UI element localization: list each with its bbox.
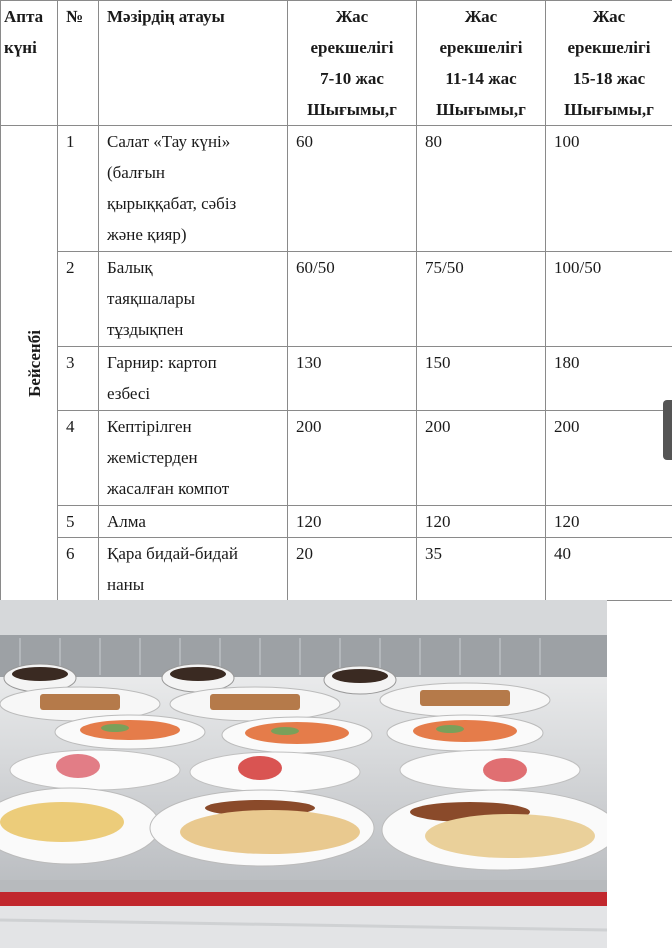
day-label: Бейсенбі [24,329,44,397]
yield-7-10: 60/50 [288,252,417,347]
yield-11-14: 200 [417,411,546,506]
row-number: 6 [58,538,99,601]
yield-7-10: 200 [288,411,417,506]
header-week-day: Апта күні [1,1,58,126]
yield-15-18: 180 [546,347,672,411]
row-number: 4 [58,411,99,506]
table-row [1,506,672,538]
yield-15-18: 200 [546,411,672,506]
day-cell [1,126,58,601]
food-tray-photo [0,600,607,948]
header-number: № [58,1,99,126]
dish-name: Балық таяқшалары тұздықпен [99,252,288,347]
dish-name: Алма [99,506,288,538]
table-row [1,126,672,252]
dish-name: Гарнир: картоп езбесі [99,347,288,411]
yield-15-18: 120 [546,506,672,538]
table-row [1,347,672,411]
yield-11-14: 75/50 [417,252,546,347]
header-age-7-10: Жас ерекшелігі 7-10 жас Шығымы,г [288,1,417,126]
yield-7-10: 20 [288,538,417,601]
header-age-11-14: Жас ерекшелігі 11-14 жас Шығымы,г [417,1,546,126]
yield-7-10: 130 [288,347,417,411]
header-dish-name: Мәзірдің атауы [99,1,288,126]
yield-11-14: 80 [417,126,546,252]
yield-11-14: 35 [417,538,546,601]
yield-15-18: 100 [546,126,672,252]
yield-15-18: 100/50 [546,252,672,347]
dish-name: Салат «Тау күні» (балғын қырыққабат, сәбіз және қияр) [99,126,288,252]
row-number: 3 [58,347,99,411]
table-row [1,538,672,601]
yield-15-18: 40 [546,538,672,601]
yield-11-14: 120 [417,506,546,538]
header-age-15-18: Жас ерекшелігі 15-18 жас Шығымы,г [546,1,672,126]
row-number: 1 [58,126,99,252]
dish-name: Кептірілген жемістерден жасалған компот [99,411,288,506]
table-row [1,252,672,347]
table-row [1,411,672,506]
scrollbar-handle[interactable] [663,400,672,460]
yield-7-10: 60 [288,126,417,252]
row-number: 5 [58,506,99,538]
yield-11-14: 150 [417,347,546,411]
header-row [1,1,672,126]
dish-name: Қара бидай-бидай наны [99,538,288,601]
yield-7-10: 120 [288,506,417,538]
food-photo-illustration [0,600,607,948]
row-number: 2 [58,252,99,347]
